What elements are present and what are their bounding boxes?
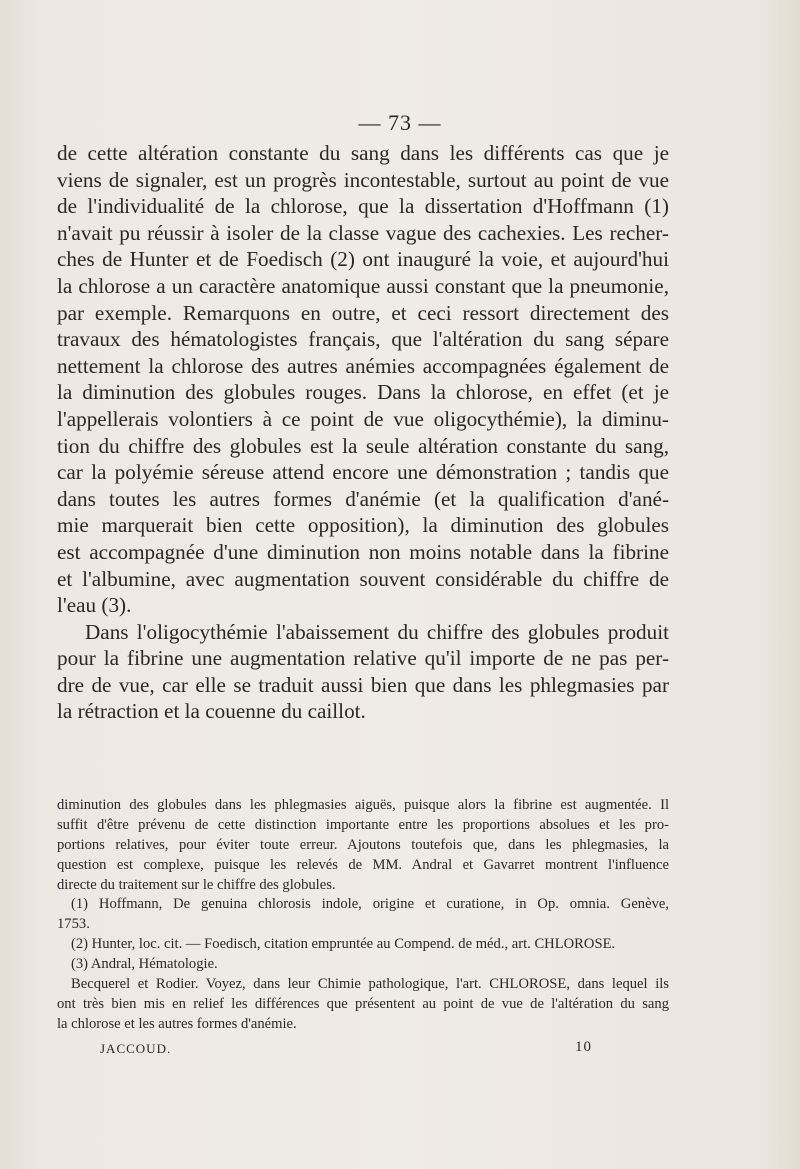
page-number: — 73 —	[358, 110, 442, 135]
text-line: travaux des hématologistes français, que l'altération du sang sépare	[57, 327, 669, 352]
footnote-line: portions relatives, pour éviter toute erreur. Ajoutons toutefois que, dans les phlegmasies, la	[57, 836, 669, 853]
text-line: dans toutes les autres formes d'anémie (et la qualification d'ané-	[57, 486, 669, 511]
footnote-line: suffit d'être prévenu de cette distinction importante entre les proportions absolues et les pro-	[57, 816, 669, 833]
text-line: viens de signaler, est un progrès incontestable, surtout au point de vue	[57, 167, 669, 192]
text-line: la rétraction et la couenne du caillot.	[57, 699, 366, 724]
footnote-line: ont très bien mis en relief les différences que présentent au point de vue de l'altération du sang	[57, 995, 669, 1012]
main-text	[57, 140, 669, 725]
text-line: ches de Hunter et de Foedisch (2) ont inauguré la voie, et aujourd'hui	[57, 247, 669, 272]
footnote-line: diminution des globules dans les phlegmasies aiguës, puisque alors la fibrine est augmentée. Il	[57, 797, 669, 813]
text-line: pour la fibrine une augmentation relative qu'il importe de ne pas per-	[57, 646, 669, 671]
text-line: de cette altération constante du sang dans les différents cas que je	[57, 141, 669, 165]
text-line: et l'albumine, avec augmentation souvent considérable du chiffre de	[57, 566, 669, 591]
text-line: dre de vue, car elle se traduit aussi bien que dans les phlegmasies par	[57, 672, 669, 697]
text-line: par exemple. Remarquons en outre, et ceci ressort directement des	[57, 300, 669, 325]
footnote-1: (1) Hoffmann, De genuina chlorosis indole, origine et curatione, in Op. omnia. Genève,	[71, 896, 669, 913]
text-line: la chlorose a un caractère anatomique aussi constant que la pneumonie,	[57, 273, 669, 298]
signature-author: JACCOUD.	[100, 1041, 172, 1056]
text-line: nettement la chlorose des autres anémies accompagnées également de	[57, 353, 669, 378]
text-line: est accompagnée d'une diminution non moins notable dans la fibrine	[57, 539, 669, 564]
text-line: la diminution des globules rouges. Dans la chlorose, en effet (et je	[57, 380, 669, 405]
text-line: n'avait pu réussir à isoler de la classe vague des cachexies. Les recher-	[57, 220, 669, 245]
footnote-line: la chlorose et les autres formes d'anémie.	[57, 1015, 297, 1032]
footnote-line: directe du traitement sur le chiffre des globules.	[57, 876, 336, 893]
footnote-line: question est complexe, puisque les relevés de MM. Andral et Gavarret montrent l'influence	[57, 856, 669, 873]
text-line: mie marquerait bien cette opposition), la diminution des globules	[57, 513, 669, 538]
text-line: l'eau (3).	[57, 593, 132, 618]
footnote-3: (3) Andral, Hématologie.	[71, 956, 218, 973]
text-line: tion du chiffre des globules est la seule altération constante du sang,	[57, 433, 669, 458]
footnotes	[57, 796, 669, 1035]
text-line: l'appellerais volontiers à ce point de vue oligocythémie), la diminu-	[57, 406, 669, 431]
signature-sheet-number: 10	[575, 1039, 592, 1055]
footnote-3-continued: Becquerel et Rodier. Voyez, dans leur Chimie pathologique, l'art. CHLOROSE, dans lequel ils	[71, 976, 669, 993]
text-line: de l'individualité de la chlorose, que la dissertation d'Hoffmann (1)	[57, 194, 669, 219]
footnote-1-continued: 1753.	[57, 916, 90, 933]
text-line: Dans l'oligocythémie l'abaissement du chiffre des globules produit	[85, 619, 669, 644]
text-line: car la polyémie séreuse attend encore une démonstration ; tandis que	[57, 460, 669, 485]
footnote-2: (2) Hunter, loc. cit. — Foedisch, citation empruntée au Compend. de méd., art. CHLOROSE.	[71, 936, 616, 953]
